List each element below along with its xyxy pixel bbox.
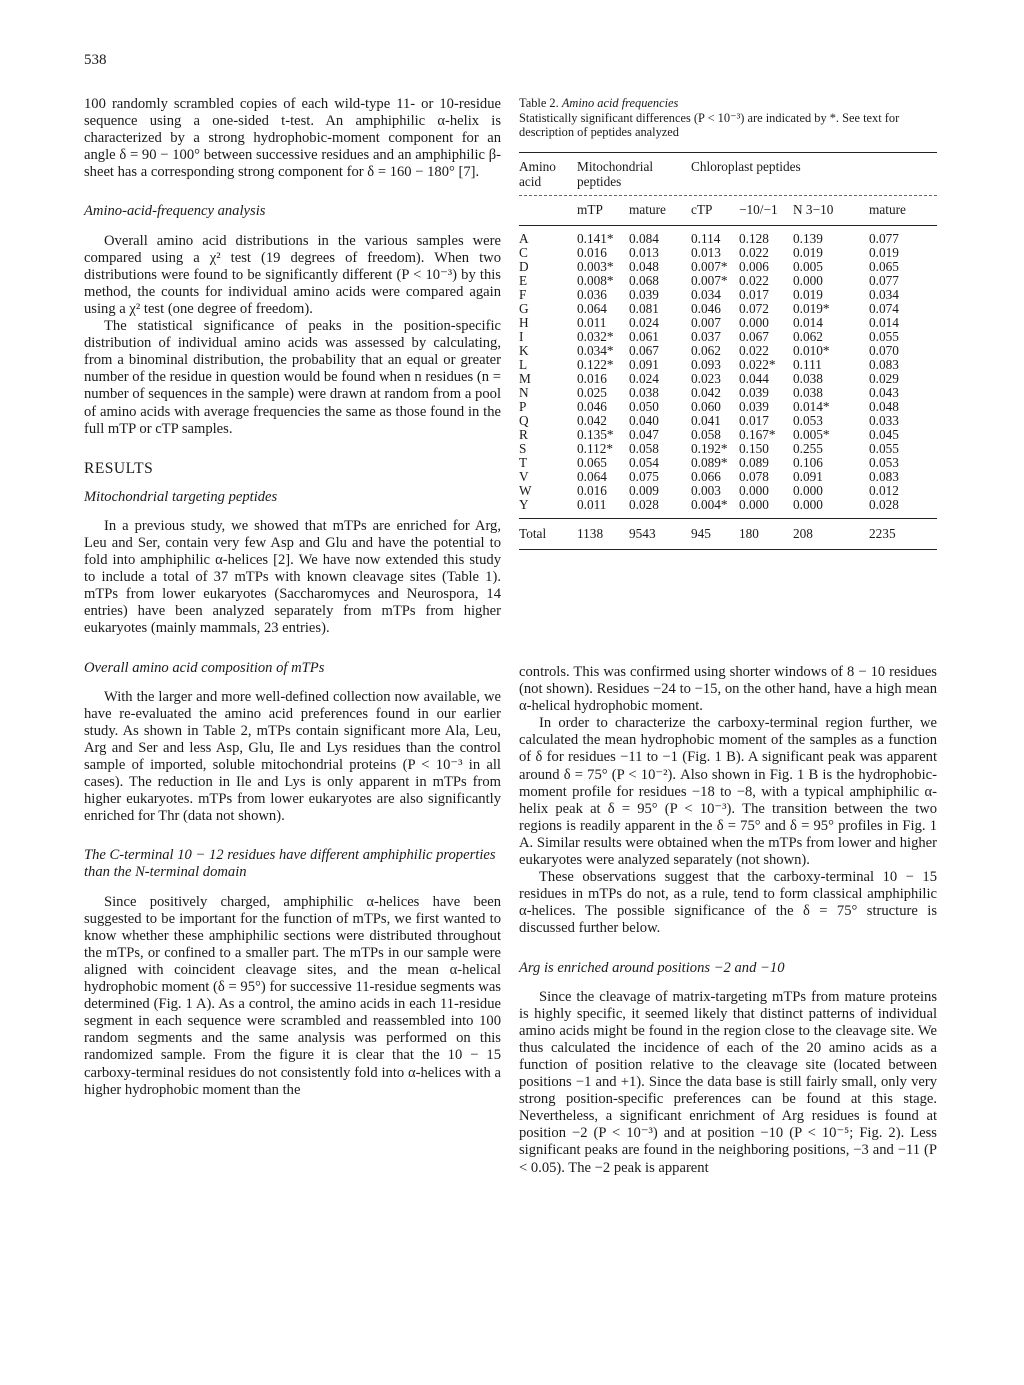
characterize-paragraph: In order to characterize the carboxy-terminal region further, we calculated the mean hydrophobic moment of the samples as a function of δ for residues −11 to −1 (Fig. 1 B). A significant peak was apparent around δ = 75° (P < 10⁻²). Also shown in Fig. 1 B is the hydrophobic-moment profile for residues −18 to −8, with a typical amphiphilic α-helix peak at δ = 95° (P < 10⁻³). The transition between the two regions is readily apparent in the δ = 75° and δ = 95° profiles in Fig. 1 A. Similar results were obtained when the mTPs from lower and higher eukaryotes were analyzed separately (not shown). (519, 715, 937, 869)
table-row (519, 316, 937, 330)
amino-acid-label: L (519, 356, 528, 372)
frequency-cell: 0.037 (691, 328, 721, 344)
frequency-cell: 0.029 (869, 370, 899, 386)
mito-targeting-heading: Mitochondrial targeting peptides (84, 488, 278, 505)
frequency-cell: 0.074 (869, 300, 899, 316)
frequency-cell: 0.016 (577, 370, 607, 386)
frequency-cell: 0.039 (739, 398, 769, 414)
frequency-cell: 0.048 (629, 258, 659, 274)
frequency-cell: 0.072 (739, 300, 769, 316)
frequency-cell: 0.022* (739, 356, 776, 372)
arg-enriched-paragraph: Since the cleavage of matrix-targeting mTPs from mature proteins is highly specific, it seemed likely that distinct patterns of individual amino acids might be found in the region close to the cleavage site. We thus calculated the incidence of each of the 20 amino acids as a function of position relative to the cleavage site (located between positions −1 and +1). Since the data base is still fairly small, only very strong position-specific preferences can be found at this stage. Nevertheless, a significant enrichment of Arg residues is found at position −2 (P < 10⁻³) and at position −10 (P < 10⁻⁵; Fig. 2). Less significant peaks are found in the neighboring positions, −3 and −11 (P < 0.05). The −2 peak is apparent (519, 988, 937, 1176)
frequency-cell: 0.034 (869, 286, 899, 302)
frequency-cell: 0.135* (577, 426, 614, 442)
amino-acid-label: K (519, 342, 529, 358)
frequency-cell: 0.016 (577, 244, 607, 260)
table-row (519, 288, 937, 302)
frequency-cell: 0.046 (577, 398, 607, 414)
frequency-cell: 0.047 (629, 426, 659, 442)
frequency-cell: 0.022 (739, 342, 769, 358)
table-rows (519, 232, 937, 512)
frequency-cell: 0.038 (629, 384, 659, 400)
frequency-cell: 0.058 (629, 440, 659, 456)
overall-composition-heading: Overall amino acid composition of mTPs (84, 659, 325, 676)
frequency-cell: 0.024 (629, 314, 659, 330)
total-cell: 945 (691, 525, 711, 541)
frequency-cell: 0.014* (793, 398, 830, 414)
frequency-cell: 0.044 (739, 370, 769, 386)
table-row (519, 484, 937, 498)
amino-acid-frequency-table-body (519, 196, 937, 225)
frequency-cell: 0.167* (739, 426, 776, 442)
frequency-cell: 0.000 (739, 496, 769, 512)
frequency-cell: 0.019 (869, 244, 899, 260)
amino-acid-label: Y (519, 496, 529, 512)
frequency-cell: 0.106 (793, 454, 823, 470)
table-bottom-rule (519, 549, 937, 550)
frequency-cell: 0.062 (691, 342, 721, 358)
header-chloroplast: Chloroplast peptides (691, 158, 801, 174)
frequency-cell: 0.064 (577, 468, 607, 484)
amino-acid-label: R (519, 426, 528, 442)
frequency-cell: 0.004* (691, 496, 728, 512)
table-row (519, 246, 937, 260)
frequency-cell: 0.000 (793, 482, 823, 498)
table-row (519, 358, 937, 372)
frequency-cell: 0.192* (691, 440, 728, 456)
frequency-cell: 0.000 (739, 314, 769, 330)
frequency-cell: 0.017 (739, 286, 769, 302)
frequency-cell: 0.111 (793, 356, 822, 372)
frequency-cell: 0.078 (739, 468, 769, 484)
frequency-cell: 0.048 (869, 398, 899, 414)
frequency-cell: 0.122* (577, 356, 614, 372)
results-heading: RESULTS (84, 459, 154, 477)
frequency-cell: 0.075 (629, 468, 659, 484)
frequency-cell: 0.067 (739, 328, 769, 344)
frequency-cell: 0.038 (793, 370, 823, 386)
amino-acid-label: W (519, 482, 532, 498)
intro-paragraph: 100 randomly scrambled copies of each wild-type 11- or 10-residue sequence using a one-sided t-test. An amphiphilic α-helix is characterized by a strong hydrophobic-moment component for an angle δ = 90 − 100° between successive residues and an amphiphilic β-sheet has a corresponding strong component for δ = 160 − 180° [7]. (84, 96, 501, 181)
table-subheader-row (519, 196, 937, 225)
frequency-cell: 0.012 (869, 482, 899, 498)
frequency-cell: 0.024 (629, 370, 659, 386)
frequency-cell: 0.039 (629, 286, 659, 302)
frequency-cell: 0.255 (793, 440, 823, 456)
table-row (519, 330, 937, 344)
frequency-cell: 0.036 (577, 286, 607, 302)
page-number: 538 (84, 52, 107, 68)
subheader-cell (519, 196, 577, 225)
frequency-cell: 0.066 (691, 468, 721, 484)
frequency-cell: 0.062 (793, 328, 823, 344)
frequency-cell: 0.028 (629, 496, 659, 512)
frequency-cell: 0.005* (793, 426, 830, 442)
frequency-cell: 0.083 (869, 468, 899, 484)
frequency-cell: 0.093 (691, 356, 721, 372)
amino-acid-label: M (519, 370, 531, 386)
total-cell: 180 (739, 525, 759, 541)
frequency-cell: 0.033 (869, 412, 899, 428)
frequency-cell: 0.019* (793, 300, 830, 316)
frequency-cell: 0.083 (869, 356, 899, 372)
frequency-cell: 0.000 (793, 272, 823, 288)
table-row (519, 428, 937, 442)
frequency-cell: 0.019 (793, 244, 823, 260)
frequency-cell: 0.068 (629, 272, 659, 288)
subheader-cell: mTP (577, 201, 603, 217)
subheader-cell: cTP (691, 201, 713, 217)
frequency-cell: 0.054 (629, 454, 659, 470)
frequency-cell: 0.091 (629, 356, 659, 372)
frequency-cell: 0.042 (577, 412, 607, 428)
amino-frequency-paragraph-2: The statistical significance of peaks in the position-specific distribution of individual amino acids was assessed by calculating, from a binominal distribution, the probability that an equal or greater number of the residue in question would be found when n residues (n = number of sequences in the sample) were drawn at random from a pool of amino acids with average frequencies the same as those found in the full mTP or cTP samples. (84, 318, 501, 437)
frequency-cell: 0.040 (629, 412, 659, 428)
table-row (519, 232, 937, 246)
frequency-cell: 0.003* (577, 258, 614, 274)
frequency-cell: 0.055 (869, 328, 899, 344)
frequency-cell: 0.000 (793, 496, 823, 512)
table-row (519, 442, 937, 456)
frequency-cell: 0.081 (629, 300, 659, 316)
frequency-cell: 0.016 (577, 482, 607, 498)
frequency-cell: 0.112* (577, 440, 614, 456)
frequency-cell: 0.039 (739, 384, 769, 400)
table-row (519, 274, 937, 288)
frequency-cell: 0.053 (869, 454, 899, 470)
frequency-cell: 0.089 (739, 454, 769, 470)
frequency-cell: 0.114 (691, 230, 721, 246)
c-terminal-paragraph: Since positively charged, amphiphilic α-helices have been suggested to be important for the function of mTPs, we first wanted to know whether these amphiphilic sections were distributed throughout the mTPs, or confined to a smaller part. The mTPs in our sample were aligned with coincident cleavage sites, and the mean α-helical hydrophobic moment (δ = 95°) for successive 11-residue segments was determined (Fig. 1 A). As a control, the amino acids in each 11-residue segment in each sequence were scrambled and reassembled into 100 random segments and the same analysis was performed on this randomized sample. From the figure it is clear that the 10 − 15 carboxy-terminal residues do not consistently fold into α-helices with a higher hydrophobic moment than the (84, 893, 501, 1098)
amino-acid-frequency-table-data (519, 226, 937, 518)
frequency-cell: 0.006 (739, 258, 769, 274)
frequency-cell: 0.013 (691, 244, 721, 260)
frequency-cell: 0.038 (793, 384, 823, 400)
frequency-cell: 0.065 (869, 258, 899, 274)
frequency-cell: 0.064 (577, 300, 607, 316)
observations-paragraph: These observations suggest that the carboxy-terminal 10 − 15 residues in mTPs do not, as a rule, tend to form classical amphiphilic α-helices. The possible significance of the δ = 75° structure is discussed further below. (519, 869, 937, 937)
amino-acid-label: P (519, 398, 527, 414)
amino-acid-label: S (519, 440, 527, 456)
amino-acid-label: F (519, 286, 527, 302)
table-row (519, 302, 937, 316)
frequency-cell: 0.041 (691, 412, 721, 428)
table-row (519, 372, 937, 386)
frequency-cell: 0.003 (691, 482, 721, 498)
table-caption-label: Table 2. (519, 96, 559, 110)
amino-acid-frequency-table-block (519, 96, 937, 550)
frequency-cell: 0.065 (577, 454, 607, 470)
amino-acid-label: I (519, 328, 524, 344)
frequency-cell: 0.014 (793, 314, 823, 330)
subheader-cell: −10/−1 (739, 201, 778, 217)
frequency-cell: 0.091 (793, 468, 823, 484)
amino-acid-label: G (519, 300, 529, 316)
table-row (519, 386, 937, 400)
table-row (519, 400, 937, 414)
amino-acid-label: N (519, 384, 529, 400)
amino-acid-label: C (519, 244, 528, 260)
frequency-cell: 0.017 (739, 412, 769, 428)
frequency-cell: 0.009 (629, 482, 659, 498)
frequency-cell: 0.042 (691, 384, 721, 400)
c-terminal-heading: The C-terminal 10 − 12 residues have different amphiphilic properties than the N-terminal domain (84, 847, 496, 881)
total-cell: Total (519, 525, 547, 541)
frequency-cell: 0.000 (739, 482, 769, 498)
right-column (519, 664, 937, 1177)
frequency-cell: 0.022 (739, 244, 769, 260)
frequency-cell: 0.010* (793, 342, 830, 358)
amino-frequency-heading: Amino-acid-frequency analysis (84, 203, 266, 220)
continued-paragraph: controls. This was confirmed using shorter windows of 8 − 10 residues (not shown). Residues −24 to −15, on the other hand, have a high mean α-helical hydrophobic moment. (519, 664, 937, 715)
table-total-row (519, 519, 937, 549)
frequency-cell: 0.089* (691, 454, 728, 470)
table-row (519, 260, 937, 274)
frequency-cell: 0.032* (577, 328, 614, 344)
amino-acid-frequency-table (519, 153, 937, 195)
frequency-cell: 0.139 (793, 230, 823, 246)
table-group-header-row (519, 153, 937, 195)
frequency-cell: 0.008* (577, 272, 614, 288)
frequency-cell: 0.019 (793, 286, 823, 302)
frequency-cell: 0.005 (793, 258, 823, 274)
frequency-cell: 0.150 (739, 440, 769, 456)
frequency-cell: 0.061 (629, 328, 659, 344)
frequency-cell: 0.077 (869, 230, 899, 246)
frequency-cell: 0.046 (691, 300, 721, 316)
frequency-cell: 0.060 (691, 398, 721, 414)
frequency-cell: 0.034 (691, 286, 721, 302)
subheader-cell: N 3−10 (793, 201, 834, 217)
frequency-cell: 0.007 (691, 314, 721, 330)
frequency-cell: 0.025 (577, 384, 607, 400)
total-cell: 208 (793, 525, 813, 541)
amino-frequency-paragraph-1: Overall amino acid distributions in the various samples were compared using a χ² test (19 degrees of freedom). When two distributions were found to be significantly different (P < 10⁻³) by this method, the counts for individual amino acids were compared again using a χ² test (one degree of freedom). (84, 232, 501, 317)
frequency-cell: 0.077 (869, 272, 899, 288)
subheader-cell: mature (869, 201, 906, 217)
frequency-cell: 0.007* (691, 272, 728, 288)
table-row (519, 456, 937, 470)
frequency-cell: 0.084 (629, 230, 659, 246)
amino-acid-label: H (519, 314, 529, 330)
frequency-cell: 0.023 (691, 370, 721, 386)
frequency-cell: 0.007* (691, 258, 728, 274)
frequency-cell: 0.022 (739, 272, 769, 288)
total-cell: 1138 (577, 525, 604, 541)
frequency-cell: 0.067 (629, 342, 659, 358)
amino-acid-label: D (519, 258, 529, 274)
amino-acid-label: T (519, 454, 528, 470)
amino-acid-label: E (519, 272, 528, 288)
amino-acid-label: A (519, 230, 529, 246)
table-row (519, 470, 937, 484)
table-caption-title: Amino acid frequencies (561, 96, 679, 110)
total-cell: 2235 (869, 525, 896, 541)
frequency-cell: 0.070 (869, 342, 899, 358)
arg-enriched-heading: Arg is enriched around positions −2 and −10 (519, 959, 785, 976)
frequency-cell: 0.011 (577, 496, 607, 512)
frequency-cell: 0.011 (577, 314, 607, 330)
subheader-cell: mature (629, 201, 666, 217)
frequency-cell: 0.013 (629, 244, 659, 260)
table-row (519, 344, 937, 358)
frequency-cell: 0.045 (869, 426, 899, 442)
frequency-cell: 0.014 (869, 314, 899, 330)
amino-acid-label: Q (519, 412, 529, 428)
overall-composition-paragraph: With the larger and more well-defined collection now available, we have re-evaluated the amino acid preferences found in our earlier study. As shown in Table 2, mTPs contain significant more Ala, Leu, Arg and Ser and less Asp, Glu, Ile and Lys residues than the control sample of imported, soluble mitochondrial proteins (P < 10⁻³ in all cases). The reduction in Ile and Lys is only apparent in mTPs from higher eukaryotes. mTPs from lower eukaryotes are also significantly enriched for Thr (data not shown). (84, 688, 501, 825)
frequency-cell: 0.128 (739, 230, 769, 246)
total-cell: 9543 (629, 525, 656, 541)
header-amino-acid: Amino acid (519, 158, 556, 189)
header-mitochondrial: Mitochondrial peptides (577, 158, 654, 189)
table-caption (519, 96, 937, 140)
table-row (519, 498, 937, 512)
frequency-cell: 0.034* (577, 342, 614, 358)
frequency-cell: 0.043 (869, 384, 899, 400)
table-caption-text: Statistically significant differences (P < 10⁻³) are indicated by *. See text for description of peptides analyzed (519, 110, 900, 140)
frequency-cell: 0.028 (869, 496, 899, 512)
left-column (84, 96, 501, 1099)
amino-acid-frequency-table-total (519, 519, 937, 549)
table-row (519, 414, 937, 428)
frequency-cell: 0.050 (629, 398, 659, 414)
amino-acid-label: V (519, 468, 529, 484)
frequency-cell: 0.053 (793, 412, 823, 428)
mito-targeting-paragraph: In a previous study, we showed that mTPs are enriched for Arg, Leu and Ser, contain very few Asp and Glu and have the potential to fold into amphiphilic α-helices [2]. We have now extended this study to include a total of 37 mTPs with known cleavage sites (Table 1). mTPs from lower eukaryotes (Saccharomyces and Neurospora, 14 entries) have been analyzed separately from mTPs from higher eukaryotes (mainly mammals, 23 entries). (84, 517, 501, 637)
frequency-cell: 0.141* (577, 230, 614, 246)
frequency-cell: 0.055 (869, 440, 899, 456)
frequency-cell: 0.058 (691, 426, 721, 442)
